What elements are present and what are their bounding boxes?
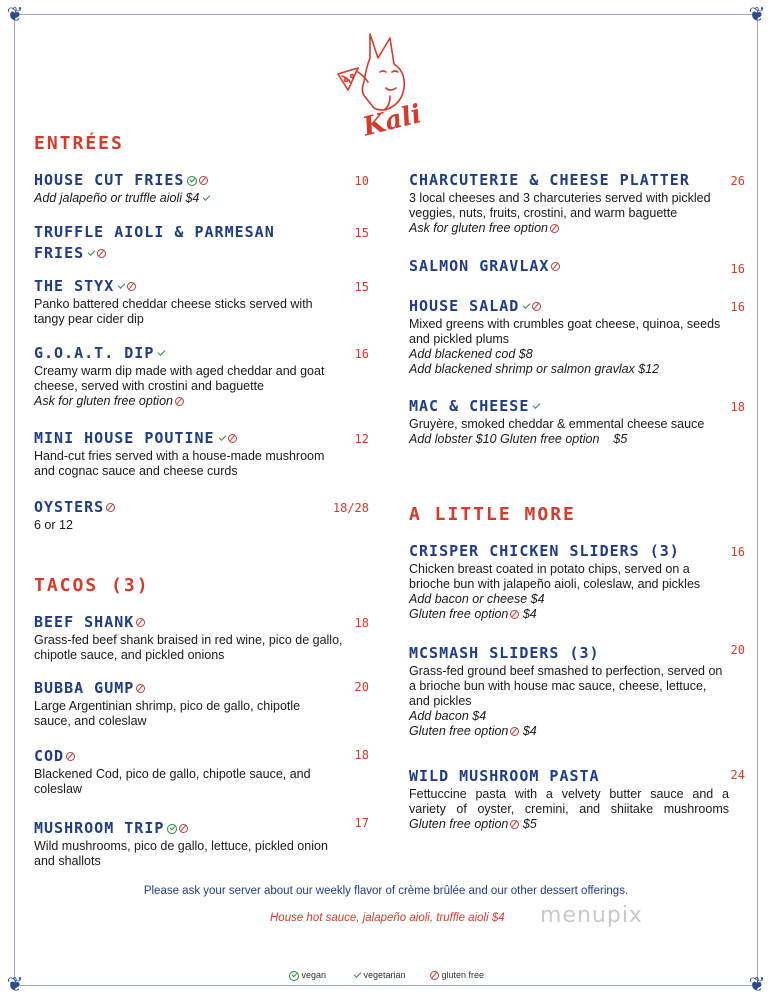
menupix-watermark: menupix <box>540 903 643 928</box>
vegetarian-icon <box>354 970 362 978</box>
item-name: WILD MUSHROOM PASTA <box>409 767 600 785</box>
item-price: 10 <box>354 174 369 188</box>
item-price: 16 <box>730 545 745 559</box>
vegetarian-icon <box>203 193 211 201</box>
item-name: COD <box>34 747 65 765</box>
corner-flourish-icon: ❦ <box>748 4 766 26</box>
legend-label: vegetarian <box>363 970 406 980</box>
item-description: Large Argentinian shrimp, pico de gallo, chipotle <box>34 699 301 713</box>
vegetarian-icon <box>158 348 166 356</box>
item-price: 18 <box>354 616 369 630</box>
item-addon: Ask for gluten free option <box>409 221 548 235</box>
item-addon-price: $4 <box>522 724 537 738</box>
section-title-tacos: TACOS (3) <box>34 575 150 596</box>
item-addon: Gluten free option <box>409 724 509 738</box>
legend-vegetarian <box>350 970 406 980</box>
dessert-note: Please ask your server about our weekly flavor of crème brûlée and our other dessert offerings. <box>143 885 629 897</box>
menu-item-beef-shank <box>34 612 369 663</box>
item-description: a brioche bun with house mac sauce, cheese, lettuce, <box>409 679 707 693</box>
item-name: MCSMASH SLIDERS (3) <box>409 644 600 662</box>
vegetarian-icon <box>218 433 226 441</box>
item-addon: Ask for gluten free option <box>34 394 173 408</box>
legend-gluten-free <box>428 970 484 980</box>
item-description: Panko battered cheddar cheese sticks served with <box>34 297 313 311</box>
section-title-more: A LITTLE MORE <box>409 504 576 525</box>
gluten-free-icon <box>136 684 145 693</box>
gluten-free-icon <box>175 397 184 406</box>
item-addon-price: $4 <box>522 607 537 621</box>
item-description: Gruyère, smoked cheddar & emmental cheese sauce <box>409 417 705 431</box>
gluten-free-icon <box>228 434 237 443</box>
item-description: veggies, nuts, fruits, crostini, and warm baguette <box>409 206 678 220</box>
menu-item-mcsmash-sliders <box>409 643 745 739</box>
item-name: HOUSE SALAD <box>409 297 520 315</box>
item-addon: Add jalapeño or truffle aioli $4 <box>34 191 200 205</box>
gluten-free-icon <box>510 820 519 829</box>
item-name: BUBBA GUMP <box>34 679 135 697</box>
item-description: coleslaw <box>34 782 82 796</box>
item-description: Hand-cut fries served with a house-made mushroom <box>34 449 325 463</box>
item-addon-price: $5 <box>613 432 628 446</box>
item-description: Grass-fed beef shank braised in red wine, pico de gallo, <box>34 633 343 647</box>
legend-label: gluten free <box>441 970 485 980</box>
item-name: OYSTERS <box>34 498 105 516</box>
corner-flourish-icon: ❦ <box>6 4 24 26</box>
item-name: MAC & CHEESE <box>409 397 530 415</box>
item-description: tangy pear cider dip <box>34 312 144 326</box>
vegan-icon <box>289 971 299 981</box>
menu-item-styx <box>34 276 369 327</box>
item-description: 6 or 12 <box>34 518 73 532</box>
item-addon: Add bacon or cheese $4 <box>409 592 545 606</box>
menu-item-house-salad <box>409 296 745 377</box>
item-name: MINI HOUSE POUTINE <box>34 429 215 447</box>
gluten-free-icon <box>551 262 560 271</box>
item-description: brioche bun with jalapeño aioli, coleslaw, and pickles <box>409 577 701 591</box>
item-addon: Add blackened shrimp or salmon gravlax $12 <box>409 362 660 376</box>
menu-item-mushroom-trip <box>34 818 369 869</box>
item-description: variety of oyster, cremini, and shiitake mushrooms <box>409 802 729 816</box>
item-name: SALMON GRAVLAX <box>409 257 550 275</box>
corner-flourish-icon: ❦ <box>6 974 24 996</box>
section-title-entrees: ENTRÉES <box>34 133 124 154</box>
menu-item-truffle-fries <box>34 222 369 264</box>
item-price: 26 <box>730 174 745 188</box>
item-description: and shallots <box>34 854 101 868</box>
sauces-note: House hot sauce, jalapeño aioli, truffle aioli $4 <box>270 912 505 924</box>
item-price: 20 <box>730 643 745 657</box>
menu-item-crisper-sliders <box>409 541 745 622</box>
item-name: G.O.A.T. DIP <box>34 344 155 362</box>
item-name: THE STYX <box>34 277 115 295</box>
item-price: 24 <box>730 768 745 782</box>
item-description: chipotle sauce, and pickled onions <box>34 648 225 662</box>
item-name: MUSHROOM TRIP <box>34 819 165 837</box>
menu-item-mac-cheese <box>409 396 745 447</box>
item-price: 15 <box>354 280 369 294</box>
gluten-free-icon <box>532 302 541 311</box>
menu-item-bubba-gump <box>34 678 369 729</box>
kali-dog-logo <box>330 28 420 146</box>
menu-item-poutine <box>34 428 369 479</box>
item-description: sauce, and coleslaw <box>34 714 147 728</box>
menu-item-goat-dip <box>34 343 369 409</box>
item-price: 12 <box>354 432 369 446</box>
gluten-free-icon <box>199 176 208 185</box>
item-name: BEEF SHANK <box>34 613 135 631</box>
logo-wordmark: Kali <box>359 99 420 143</box>
vegetarian-icon <box>118 281 126 289</box>
gluten-free-icon <box>179 824 188 833</box>
legend-vegan <box>286 970 326 981</box>
item-description: Fettuccine pasta with a velvety butter sauce and a <box>409 787 729 801</box>
item-description: and cognac sauce and cheese curds <box>34 464 238 478</box>
item-addon: Gluten free option <box>409 607 509 621</box>
item-description: Creamy warm dip made with aged cheddar and goat <box>34 364 325 378</box>
menu-item-salmon-gravlax <box>409 256 745 277</box>
gluten-free-icon <box>97 249 106 258</box>
gluten-free-icon <box>510 610 519 619</box>
item-description: 3 local cheeses and 3 charcuteries served with pickled <box>409 191 711 205</box>
item-description: and pickled plums <box>409 332 510 346</box>
item-price: 18/28 <box>332 501 369 515</box>
gluten-free-icon <box>127 282 136 291</box>
item-description: Mixed greens with crumbles goat cheese, quinoa, seeds <box>409 317 721 331</box>
vegetarian-icon <box>533 401 541 409</box>
item-addon: Add blackened cod $8 <box>409 347 533 361</box>
legend-label: vegan <box>301 970 327 980</box>
item-price: 15 <box>354 226 369 240</box>
item-name-line2: FRIES <box>34 244 85 262</box>
menu-item-oysters <box>34 497 369 533</box>
menu-item-charcuterie <box>409 170 745 236</box>
item-price: 17 <box>354 816 369 830</box>
item-description: Chicken breast coated in potato chips, served on a <box>409 562 690 576</box>
item-name: HOUSE CUT FRIES <box>34 171 185 189</box>
item-description: Wild mushrooms, pico de gallo, lettuce, pickled onion <box>34 839 328 853</box>
item-price: 16 <box>354 347 369 361</box>
item-price: 18 <box>354 748 369 762</box>
vegetarian-icon <box>88 248 96 256</box>
item-price: 18 <box>730 400 745 414</box>
corner-flourish-icon: ❦ <box>748 974 766 996</box>
item-description: and pickles <box>409 694 472 708</box>
item-price: 20 <box>354 680 369 694</box>
item-addon: Gluten free option <box>409 817 509 831</box>
item-description: Blackened Cod, pico de gallo, chipotle sauce, and <box>34 767 311 781</box>
item-name: TRUFFLE AIOLI & PARMESAN <box>34 223 275 241</box>
vegan-icon <box>187 176 197 186</box>
gluten-free-icon <box>550 224 559 233</box>
item-price: 16 <box>730 262 745 276</box>
vegan-icon <box>167 824 177 834</box>
menu-item-wild-mushroom-pasta <box>409 766 745 832</box>
item-name: CRISPER CHICKEN SLIDERS (3) <box>409 542 680 560</box>
item-addon: Add lobster $10 Gluten free option <box>409 432 600 446</box>
menu-item-fries <box>34 170 369 206</box>
item-name: CHARCUTERIE & CHEESE PLATTER <box>409 171 690 189</box>
item-addon: Add bacon $4 <box>409 709 487 723</box>
item-price: 16 <box>730 300 745 314</box>
menu-item-cod <box>34 746 369 797</box>
gluten-free-icon <box>136 618 145 627</box>
item-description: cheese, served with crostini and baguette <box>34 379 264 393</box>
vegetarian-icon <box>523 301 531 309</box>
gluten-free-icon <box>510 727 519 736</box>
gluten-free-icon <box>106 503 115 512</box>
gluten-free-icon <box>66 752 75 761</box>
item-addon-price: $5 <box>522 817 537 831</box>
item-description: Grass-fed ground beef smashed to perfection, served on <box>409 664 723 678</box>
gluten-free-icon <box>430 971 439 980</box>
